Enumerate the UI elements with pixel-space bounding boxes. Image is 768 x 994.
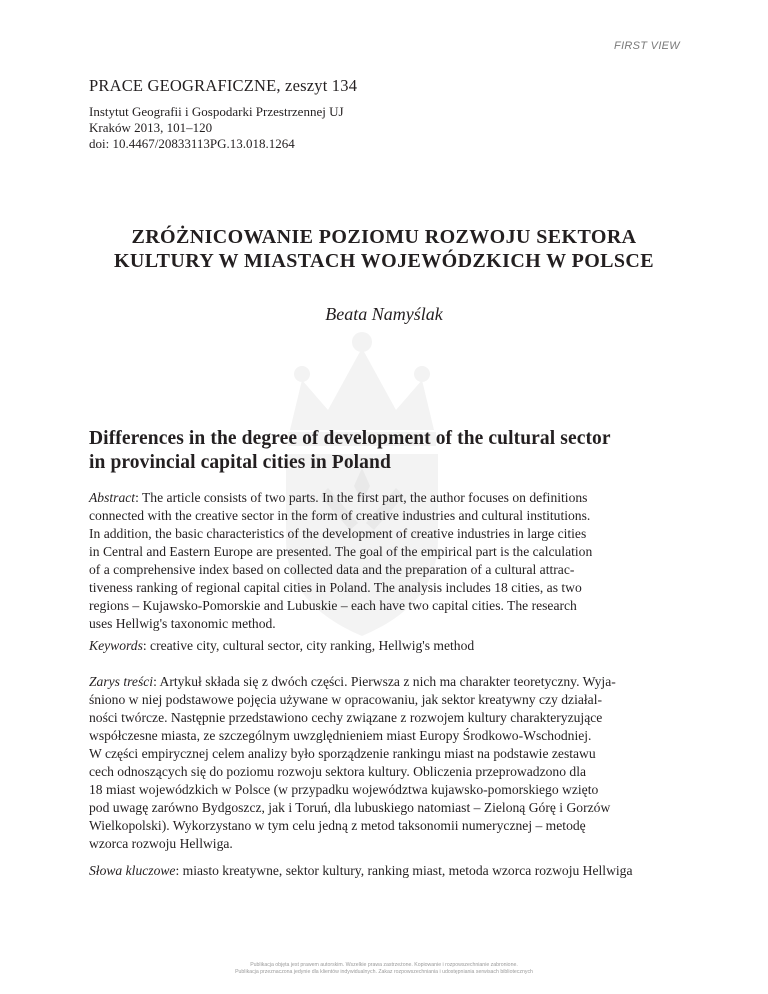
doi[interactable]: doi: 10.4467/20833113PG.13.018.1264 [89, 136, 295, 151]
abstract-line: regions – Kujawsko-Pomorskie and Lubuskie – each have two capital cities. The research [89, 598, 577, 613]
keywords-label: Keywords [89, 638, 143, 653]
zarys-line: 18 miast wojewódzkich w Polsce (w przypadku województwa kujawsko-pomorskiego wzięto [89, 782, 599, 797]
abstract-line: of a comprehensive index based on collected data and the preparation of a cultural attrac- [89, 562, 575, 577]
zarys-line: Zarys treści: Artykuł składa się z dwóch części. Pierwsza z nich ma charakter teoretyczny. Wyja- [89, 674, 616, 689]
copyright-footer [0, 962, 768, 976]
title-polish-line: ZRÓŻNICOWANIE POZIOMU ROZWOJU SEKTORA [131, 226, 637, 248]
title-english-line: in provincial capital cities in Poland [89, 452, 391, 473]
title-polish-line: KULTURY W MIASTACH WOJEWÓDZKICH W POLSCE [113, 250, 655, 272]
abstract-line: connected with the creative sector in the form of creative industries and cultural institutions. [89, 508, 591, 523]
title-english [89, 427, 611, 475]
keywords-text: : creative city, cultural sector, city ranking, Hellwig's method [142, 638, 475, 653]
abstract-label: Abstract [89, 490, 136, 505]
zarys-line: pod uwagę zarówno Bydgoszcz, jak i Toruń, dla lubuskiego natomiast – Zieloną Górę i Gorzów [89, 800, 611, 815]
abstract-line: tiveness ranking of regional capital cities in Poland. The analysis includes 18 cities, as two [89, 580, 582, 595]
slowa-kluczowe-text: : miasto kreatywne, sektor kultury, ranking miast, metoda wzorca rozwoju Hellwiga [175, 863, 633, 878]
footer-line: Publikacja objęta jest prawem autorskim. Wszelkie prawa zastrzeżone. Kopiowanie i rozpowszechnianie zabronione. [250, 962, 518, 968]
zarys-line: Wielkopolski). Wykorzystano w tym celu jedną z metod taksonomii numerycznej – metodę [89, 818, 586, 833]
institute: Instytut Geografii i Gospodarki Przestrzennej UJ [89, 104, 344, 119]
place-year-pages: Kraków 2013, 101–120 [89, 120, 213, 135]
zarys-line: wzorca rozwoju Hellwiga. [89, 836, 233, 851]
footer-line: Publikacja przeznaczona jedynie dla klientów indywidualnych. Zakaz rozpowszechniania i udostępniania serwisach bibliotecznych [235, 969, 533, 975]
abstract-line: uses Hellwig's taxonomic method. [89, 616, 276, 631]
title-english-line: Differences in the degree of development of the cultural sector [89, 428, 611, 449]
author-name: Beata Namyślak [325, 304, 443, 324]
zarys-line: ności twórcze. Następnie przedstawiono cechy związane z rozwojem kultury charakteryzujące [89, 710, 603, 725]
abstract-line: Abstract: The article consists of two parts. In the first part, the author focuses on definitions [89, 490, 588, 505]
abstract-line: in Central and Eastern Europe are presented. The goal of the empirical part is the calculation [89, 544, 593, 559]
slowa-kluczowe-label: Słowa kluczowe [89, 863, 176, 878]
keywords [89, 638, 474, 654]
zarys-line: W części empirycznej celem analizy było sporządzenie rankingu miast na podstawie zestawu [89, 746, 596, 761]
first-view-label: FIRST VIEW [614, 40, 680, 52]
zarys-tresci [89, 673, 681, 853]
abstract [89, 489, 681, 633]
title-polish [60, 225, 708, 273]
zarys-line: śniono w niej podstawowe pojęcia używane w opracowaniu, jak sektor kreatywny czy działal- [89, 692, 602, 707]
abstract-line: In addition, the basic characteristics of the development of creative industries in large cities [89, 526, 587, 541]
zarys-line: cech odnoszących się do poziomu rozwoju sektora kultury. Obliczenia przeprowadzono dla [89, 764, 587, 779]
zarys-label: Zarys treści [89, 674, 154, 689]
zarys-line: współczesne miasta, ze szczególnym uwzględnieniem miast Europy Środkowo-Wschodniej. [89, 728, 592, 743]
journal-name: PRACE GEOGRAFICZNE, zeszyt 134 [89, 76, 358, 95]
publication-meta [89, 104, 344, 152]
slowa-kluczowe [89, 863, 633, 879]
